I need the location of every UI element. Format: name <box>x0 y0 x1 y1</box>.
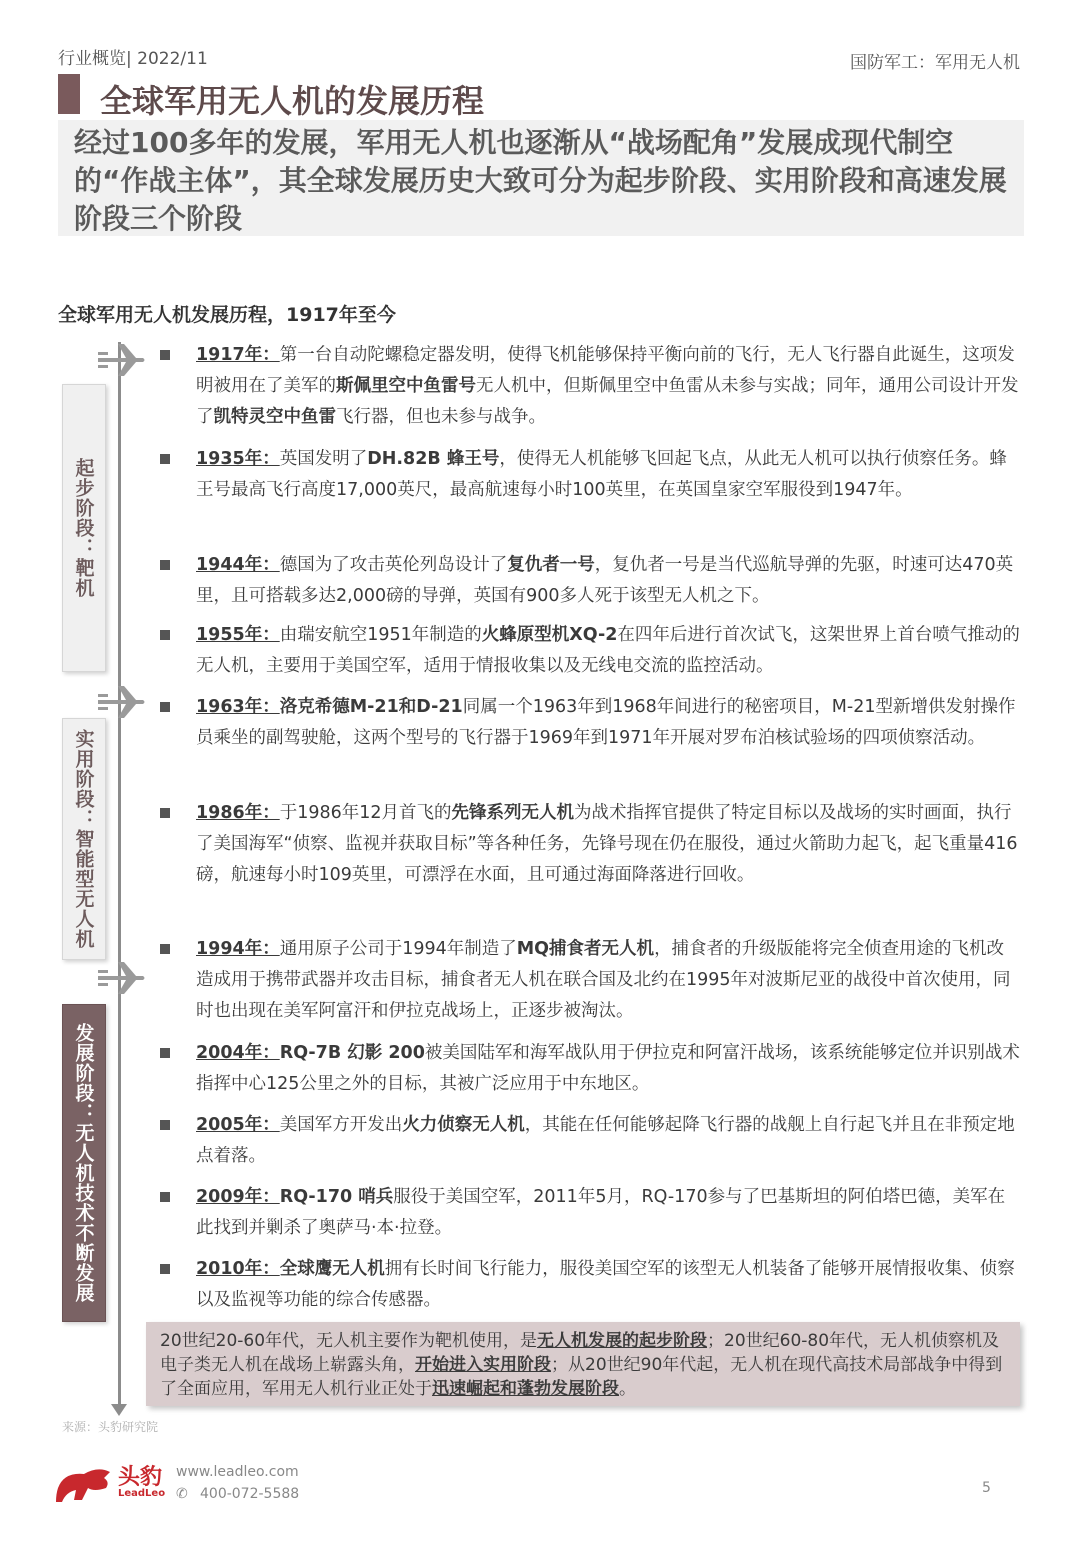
bullet-icon <box>160 350 170 360</box>
timeline-item <box>160 1110 1020 1172</box>
item-text: ，使得无人机能够飞回起飞点，从此无人机可以执行侦察任务。蜂王号最高飞行高度17,000英尺，最高航速每小时100英里，在英国皇家空军服役到1947年。 <box>196 449 1007 500</box>
item-highlight: DH.82B 蜂王号 <box>367 449 500 469</box>
bullet-icon <box>160 630 170 640</box>
bullet-icon <box>160 454 170 464</box>
item-text: 由瑞安航空1951年制造的 <box>279 625 482 645</box>
item-highlight: MQ捕食者无人机 <box>516 939 655 959</box>
logo-text: 头豹 <box>118 1465 163 1490</box>
stage-development <box>62 1004 106 1322</box>
source-note: 来源：头豹研究院 <box>62 1420 159 1434</box>
timeline-item <box>160 1038 1020 1100</box>
item-text: ，复仇者一号是当代巡航导弹的先驱，时速可达470英里，且可搭载多达2,000磅的导弹，英国有900多人死于该型无人机之下。 <box>196 555 1014 606</box>
summary-highlight: 开始进入实用阶段 <box>415 1355 551 1375</box>
section-title: 全球军用无人机发展历程，1917年至今 <box>58 304 396 326</box>
timeline-item <box>160 340 1020 433</box>
item-highlight: 洛克希德M-21和D-21 <box>279 697 463 717</box>
item-highlight: RQ-7B 幻影 200 <box>279 1043 425 1063</box>
timeline-arrow-icon <box>111 1404 127 1416</box>
summary-part: 。 <box>619 1379 636 1399</box>
item-year: 2004年： <box>196 1043 280 1063</box>
item-text: 无人机中，但斯佩里空中鱼雷从未参与实战；同年，通用公司设计开发了 <box>196 376 1019 427</box>
item-year: 2005年： <box>196 1115 280 1135</box>
item-text: ，捕食者的升级版能将完全侦查用途的飞机改造成用于携带武器并攻击目标，捕食者无人机在联合国及北约在1995年对波斯尼亚的战役中首次使用，同时也出现在美军阿富汗和伊拉克战场上，正逐步被淘汰。 <box>196 939 1011 1021</box>
summary-text <box>146 1322 1020 1408</box>
item-text: 为战术指挥官提供了特定目标以及战场的实时画面，执行了美国海军“侦察、监视并获取目标”等各种任务，先锋号现在仍在服役，通过火箭助力起飞，起飞重量416磅，航速每小时109英里，可漂浮在水面，且可通过海面降落进行回收。 <box>196 803 1018 885</box>
item-year: 1963年： <box>196 697 280 717</box>
logo-subtext: LeadLeo <box>118 1488 166 1499</box>
item-highlight: 斯佩里空中鱼雷号 <box>336 376 476 396</box>
timeline-item <box>160 1182 1020 1244</box>
item-year: 1986年： <box>196 803 280 823</box>
item-year: 1955年： <box>196 625 280 645</box>
timeline-item <box>160 444 1020 506</box>
summary-highlight: 迅速崛起和蓬勃发展阶段 <box>432 1379 619 1399</box>
phone-number: 400-072-5588 <box>200 1486 300 1502</box>
summary-box <box>146 1322 1020 1406</box>
bullet-icon <box>160 1192 170 1202</box>
item-text: 拥有长时间飞行能力，服役美国空军的该型无人机装备了能够开展情报收集、侦察以及监视等功能的综合传感器。 <box>196 1259 1015 1310</box>
item-text: 服役于美国空军，2011年5月，RQ-170参与了巴基斯坦的阿伯塔巴德，美军在此找到并剿杀了奥萨马·本·拉登。 <box>196 1187 1006 1238</box>
item-text: 飞行器，但也未参与战争。 <box>336 407 546 427</box>
item-year: 1944年： <box>196 555 280 575</box>
stage-startup <box>62 384 106 672</box>
page-subtitle: 经过100多年的发展，军用无人机也逐渐从“战场配角”发展成现代制空的“作战主体”，其全球发展历史大致可分为起步阶段、实用阶段和高速发展阶段三个阶段 <box>74 126 1007 235</box>
item-year: 1994年： <box>196 939 280 959</box>
item-year: 2009年： <box>196 1187 280 1207</box>
item-highlight: 火蜂原型机XQ-2 <box>481 625 618 645</box>
item-year: 1935年： <box>196 449 280 469</box>
bullet-icon <box>160 808 170 818</box>
leopard-logo-icon <box>54 1458 114 1506</box>
item-highlight: 先锋系列无人机 <box>451 803 575 823</box>
item-text: 同属一个1963年到1968年间进行的秘密项目，M-21型新增供发射操作员乘坐的副驾驶舱，这两个型号的飞行器于1969年到1971年开展对罗布泊核试验场的四项侦察活动。 <box>196 697 1016 748</box>
timeline-item <box>160 798 1020 891</box>
airplane-icon <box>96 960 146 996</box>
item-year: 1917年： <box>196 345 280 365</box>
summary-highlight: 无人机发展的起步阶段 <box>537 1331 708 1351</box>
page-number: 5 <box>982 1480 991 1496</box>
item-highlight: 火力侦察无人机 <box>402 1115 525 1135</box>
item-text: 德国为了攻击英伦列岛设计了 <box>279 555 508 575</box>
item-text: 被美国陆军和海军战队用于伊拉克和阿富汗战场，该系统能够定位并识别战术指挥中心125公里之外的目标，其被广泛应用于中东地区。 <box>196 1043 1020 1094</box>
stage-practical <box>62 718 106 960</box>
item-highlight: 复仇者一号 <box>507 555 595 575</box>
report-category: 行业概览| 2022/11 <box>58 49 208 69</box>
timeline-item <box>160 550 1020 612</box>
item-text: 于1986年12月首飞的 <box>279 803 452 823</box>
website-link[interactable]: www.leadleo.com <box>176 1464 299 1480</box>
item-highlight: 凯特灵空中鱼雷 <box>213 407 336 427</box>
timeline-item <box>160 1254 1020 1316</box>
stage-development-label: 发展阶段：无人机技术不断发展 <box>72 1023 95 1303</box>
item-text: 第一台自动陀螺稳定器发明，使得飞机能够保持平衡向前的飞行，无人飞行器自此诞生，这项发明被用在了美军的 <box>196 345 1015 396</box>
airplane-icon <box>96 342 146 378</box>
item-text: 英国发明了 <box>279 449 368 469</box>
title-accent-bar <box>58 74 80 114</box>
phone-icon: ✆ <box>176 1486 188 1502</box>
page-title: 全球军用无人机的发展历程 <box>100 82 485 120</box>
stage-practical-label: 实用阶段：智能型无人机 <box>72 729 95 949</box>
airplane-icon <box>96 684 146 720</box>
bullet-icon <box>160 1264 170 1274</box>
bullet-icon <box>160 1120 170 1130</box>
report-topic: 国防军工：军用无人机 <box>850 53 1020 73</box>
item-highlight: 全球鹰无人机 <box>279 1259 385 1279</box>
bullet-icon <box>160 944 170 954</box>
item-text: 在四年后进行首次试飞，这架世界上首台喷气推动的无人机，主要用于美国空军，适用于情报收集以及无线电交流的监控活动。 <box>196 625 1020 676</box>
timeline-line <box>118 342 121 1410</box>
summary-part: ；从20世纪90年代起，无人机在现代高技术局部战争中得到了全面应用，军用无人机行业正处于 <box>160 1355 1003 1399</box>
item-text: ，其能在任何能够起降飞行器的战舰上自行起飞并且在非预定地点着落。 <box>196 1115 1015 1166</box>
timeline-item <box>160 934 1020 1027</box>
item-year: 2010年： <box>196 1259 280 1279</box>
summary-part: 20世纪20-60年代，无人机主要作为靶机使用，是 <box>160 1331 538 1351</box>
timeline-item <box>160 620 1020 682</box>
stage-startup-label: 起步阶段：靶机 <box>72 458 95 598</box>
bullet-icon <box>160 560 170 570</box>
summary-part: ；20世纪60-80年代，无人机侦察机及电子类无人机在战场上崭露头角， <box>160 1331 1000 1375</box>
item-text: 美国军方开发出 <box>279 1115 403 1135</box>
item-text: 通用原子公司于1994年制造了 <box>279 939 517 959</box>
item-highlight: RQ-170 哨兵 <box>279 1187 394 1207</box>
bullet-icon <box>160 1048 170 1058</box>
bullet-icon <box>160 702 170 712</box>
timeline-item <box>160 692 1020 754</box>
